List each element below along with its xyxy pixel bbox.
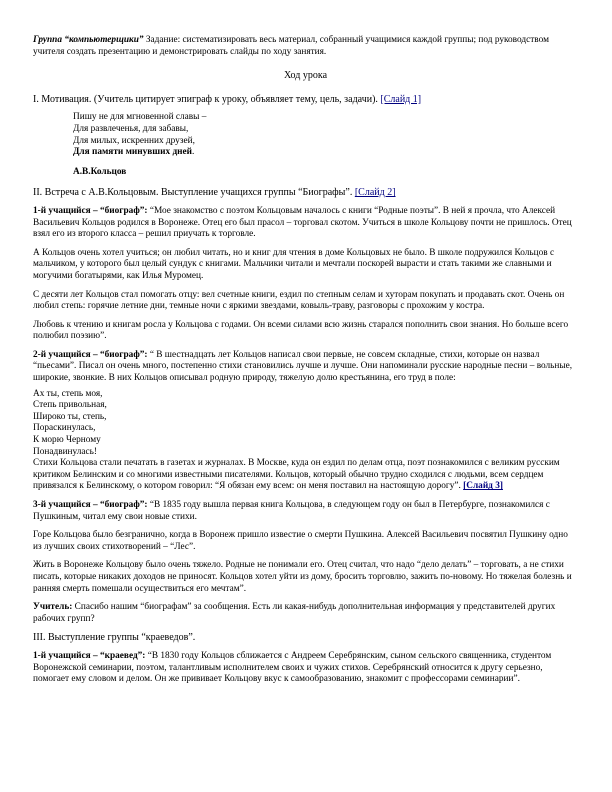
slide-1-link[interactable]: [Слайд 1] xyxy=(380,93,422,105)
paragraph: А Кольцов очень хотел учиться; он любил читать, но и книг для чтения в доме Кольцовых не было. В школе подружился Кольцов с мальчиком, у которого был целый сундук с книгами. Мальчики читали и мечтали поскорей вырасти и стать такими же славными и могучими богатырями, как Илья Муромец. xyxy=(33,247,555,281)
epigraph-line-end: . xyxy=(192,147,195,158)
intro-text: Задание: систематизировать весь материал, собранный учащимися каждой группы; под руководством учителя создать презентацию и демонстрировать слайды по ходу занятия. xyxy=(33,35,549,57)
paragraph-text: Спасибо нашим “биографам” за сообщения. Есть ли какая-нибудь дополнительная информация у представителей других рабочих групп? xyxy=(33,602,556,624)
biographer-3-paragraph xyxy=(33,500,578,523)
section-meeting xyxy=(33,187,578,199)
intro-paragraph xyxy=(33,35,578,58)
biographer-2-paragraph xyxy=(33,350,578,385)
epigraph-bold-line: Для памяти минувших дней xyxy=(73,147,193,158)
poem-line: Ах ты, степь моя, xyxy=(33,388,103,399)
speaker-label: 2-й учащийся – “биограф”: xyxy=(33,349,148,360)
poem-line: Понадвинулась! xyxy=(33,446,98,457)
section-motivation xyxy=(33,94,578,106)
paragraph xyxy=(33,458,578,493)
paragraph: Горе Кольцова было безгранично, когда в Воронеж пришло известие о смерти Пушкина. Алексей Васильевич посвятил Пушкину одно из лучших своих стихотворений – “Лес”. xyxy=(33,530,568,552)
epigraph-author: А.В.Кольцов xyxy=(73,166,127,177)
epigraph-line: Для развлеченья, для забавы, xyxy=(73,123,189,134)
paragraph-text: Стихи Кольцова стали печатать в газетах и журналах. В Москве, куда он ездил по делам отца, поэт познакомился с великим русским критиком Белинским и со многими известными писателями. Кольцов, который обычно трудно сходился с людьми, всем сердцем привязался к Белинскому, о котором говорил: “Я обязан ему всем: он меня поставил на настоящую дорогу”. xyxy=(33,458,560,492)
biographer-1-paragraph xyxy=(33,206,578,241)
poem-line: Степь привольная, xyxy=(33,400,107,411)
paragraph-text: “ В шестнадцать лет Кольцов написал свои первые, не совсем складные, стихи, которые он назвал “пьесами”. Писал он очень много, постепенно стихи становились лучше и лучше. Они напоминали русские народные песни – вольные, широкие, звонкие. В них Кольцов описывал родную природу, тяжелую долю крестьянина, его труд в поле: xyxy=(33,349,573,384)
epigraph-line xyxy=(73,147,578,159)
speaker-label: 3-й учащийся – “биограф”: xyxy=(33,500,148,510)
group-label: Группа “компьютерщики” xyxy=(33,35,144,45)
paragraph-text: “В 1835 году вышла первая книга Кольцова, в следующем году он был в Петербурге, познакомился с Пушкиным, читал ему свои новые стихи. xyxy=(33,500,550,522)
poem-line: Пораскинулась, xyxy=(33,423,96,434)
speaker-label: 1-й учащийся – “краевед”: xyxy=(33,650,146,661)
speaker-label: 1-й учащийся – “биограф”: xyxy=(33,205,148,216)
poem xyxy=(33,389,578,459)
paragraph: Любовь к чтению и книгам росла у Кольцова с годами. Он всеми силами всю жизнь старался пополнить свои знания. Но больше всего полюбил поэзию”. xyxy=(33,319,569,342)
paragraph-text: “В 1830 году Кольцов сближается с Андреем Серебрянским, сыном сельского священника, студентом Воронежской семинарии, поэтом, талантливым исполнителем своих и чужих стихов. Серебрянский относится к другу серьезно, помогает ему словом и делом. Он же прививает Кольцову вкус к самообразованию, знакомит с профессорами семинарии”. xyxy=(33,650,552,685)
epigraph-line: Пишу не для мгновенной славы – xyxy=(73,112,207,123)
lesson-title: Ход урока xyxy=(283,70,328,82)
slide-3-link[interactable]: [Слайд 3] xyxy=(463,481,503,492)
paragraph: Жить в Воронеже Кольцову было очень тяжело. Родные не понимали его. Отец считал, что надо “дело делать” – торговать, а не стихи писать, которые никаких доходов не приносят. Кольцов хотел уйти из дому, бросить торговлю, зажить по-новому. Но тяжелая болезнь и ранняя смерть помешали осуществиться его мечтам”. xyxy=(33,560,572,594)
speaker-label: Учитель: xyxy=(33,602,73,613)
epigraph xyxy=(73,112,578,158)
section-local-historians: III. Выступление группы “краеведов”. xyxy=(33,632,196,644)
paragraph: С десяти лет Кольцов стал помогать отцу: вел счетные книги, ездил по степным селам и хуторам покупать и продавать скот. Очень он любил степь: горячие летние дни, темные ночи с яркими звездами, ковыль-траву, разговоры с прохожим у костра. xyxy=(33,289,565,312)
epigraph-line: Для милых, искренних друзей, xyxy=(73,135,195,146)
section-motivation-text: I. Мотивация. (Учитель цитирует эпиграф к уроку, объявляет тему, цель, задачи). xyxy=(33,93,381,105)
local-historian-1-paragraph xyxy=(33,651,578,686)
poem-line: Широко ты, степь, xyxy=(33,411,107,422)
paragraph-text: “Мое знакомство с поэтом Кольцовым началось с книги “Родные поэты”. В ней я прочла, что Алексей Васильевич Кольцов родился в Воронеже. Отец его был прасол – торговал скотом. Учиться в школе Кольцову почти не пришлось. Отец взял его из второго класса – решил приучать к торговле. xyxy=(33,205,572,240)
slide-2-link[interactable]: [Слайд 2] xyxy=(354,187,396,199)
teacher-paragraph xyxy=(33,602,578,625)
document-page xyxy=(33,35,578,693)
section-meeting-text: II. Встреча с А.В.Кольцовым. Выступление учащихся группы “Биографы”. xyxy=(33,187,355,199)
poem-line: К морю Черному xyxy=(33,435,101,446)
